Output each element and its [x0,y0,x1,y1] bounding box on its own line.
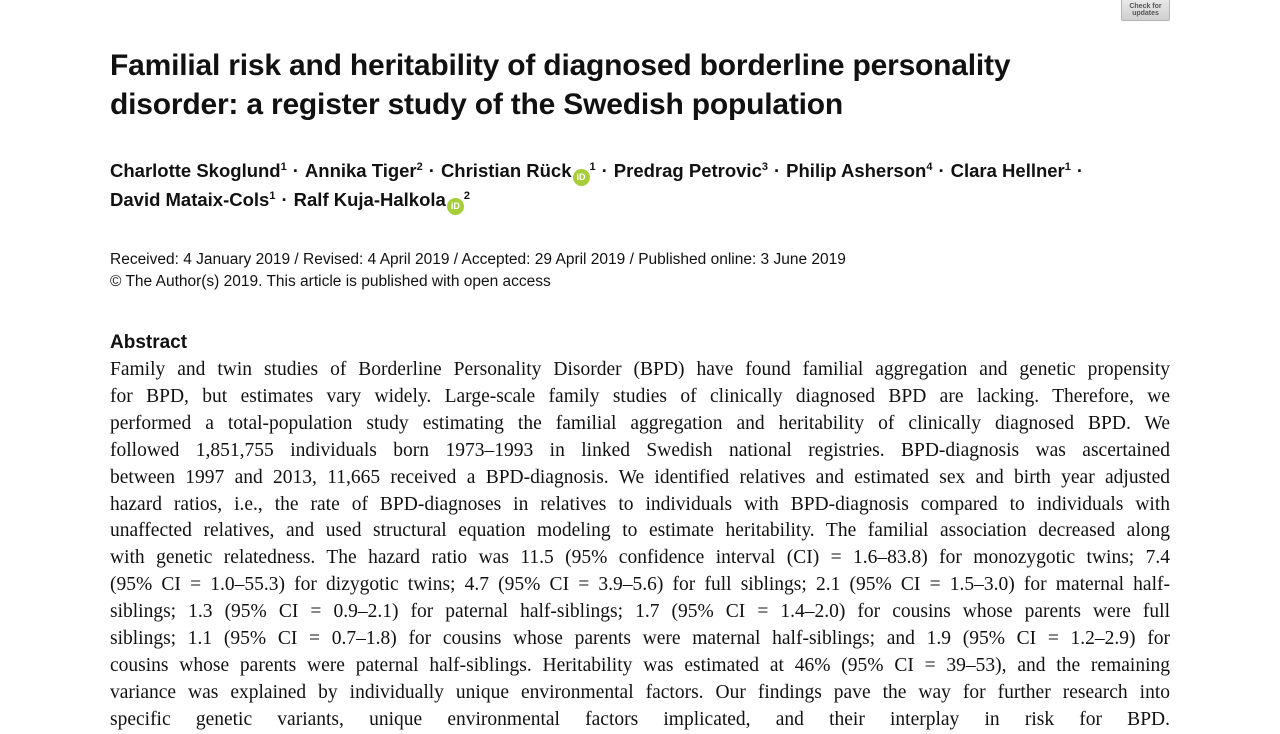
separator: · [774,160,781,181]
affiliation-marker: 4 [926,161,933,173]
abstract-heading: Abstract [110,332,188,353]
abstract-line: performed a total-population study estimating the familial aggregation and heritability of clinically diagnosed BPD. We [110,412,1170,434]
author[interactable] [305,160,423,181]
author[interactable] [614,160,768,181]
author-name: David Mataix-Cols [110,189,270,210]
author-name: Charlotte Skoglund [110,160,281,181]
separator: · [938,160,945,181]
abstract-line: with genetic relatedness. The hazard ratio was 11.5 (95% confidence interval (CI) = 1.6–83.8) for monozygotic twins; 7.4 [110,547,1170,569]
author-name: Christian Rück [440,160,572,181]
abstract-line: followed 1,851,755 individuals born 1973–1993 in linked Swedish national registries. BPD-diagnosis was ascertained [110,439,1170,461]
abstract-line: specific genetic variants, unique environmental factors implicated, and their interplay in risk for BPD. [110,708,1170,730]
abstract-line: for BPD, but estimates vary widely. Large-scale family studies of clinically diagnosed BPD are lacking. Therefore, we [110,385,1170,407]
affiliation-marker: 2 [463,190,470,202]
publication-dates [110,249,1170,293]
abstract-line: siblings; 1.1 (95% CI = 0.7–1.8) for cousins whose parents were maternal half-siblings; and 1.9 (95% CI = 1.2–2.9) for [110,628,1170,650]
affiliation-marker: 1 [269,190,276,202]
license-line: © The Author(s) 2019. This article is published with open access [110,273,551,290]
abstract-body [110,357,1170,734]
article-title [110,46,1070,124]
affiliation-marker: 3 [761,161,768,173]
author[interactable] [786,160,932,181]
abstract-line: variance was explained by individually unique environmental factors. Our findings pave the way for further research into [110,681,1170,703]
author-name: Predrag Petrovic [613,160,762,181]
title-line-2: disorder: a register study of the Swedish population [110,88,844,121]
separator: · [428,160,435,181]
author[interactable] [951,160,1071,181]
abstract-line: between 1997 and 2013, 11,665 received a BPD-diagnosis. We identified relatives and estimated sex and birth year adjusted [110,466,1170,488]
badge-line1: Check for [1129,3,1162,10]
abstract-line: (95% CI = 1.0–55.3) for dizygotic twins; 4.7 (95% CI = 3.9–5.6) for full siblings; 2.1 (95% CI = 1.5–3.0) for maternal half- [110,574,1170,596]
author-name: Ralf Kuja-Halkola [293,189,446,210]
author[interactable] [110,189,275,210]
affiliation-marker: 1 [1064,161,1071,173]
orcid-icon[interactable]: iD [447,198,464,215]
abstract-line: siblings; 1.3 (95% CI = 0.9–2.1) for paternal half-siblings; 1.7 (95% CI = 1.4–2.0) for cousins whose parents were full [110,601,1170,623]
author[interactable] [441,160,596,181]
separator: · [281,189,288,210]
author-name: Philip Asherson [786,160,927,181]
check-for-updates-badge[interactable] [1121,0,1170,21]
abstract-line: cousins whose parents were paternal half-siblings. Heritability was estimated at 46% (95% CI = 39–53), and the remaining [110,654,1170,676]
author-name: Annika Tiger [304,160,417,181]
orcid-icon[interactable]: iD [573,169,590,186]
title-line-1: Familial risk and heritability of diagnosed borderline personality [110,49,1011,82]
separator: · [292,160,299,181]
affiliation-marker: 2 [416,161,423,173]
author[interactable] [294,189,470,210]
separator: · [601,160,608,181]
author-name: Clara Hellner [950,160,1065,181]
affiliation-marker: 1 [280,161,287,173]
author[interactable] [110,160,287,181]
abstract-line: hazard ratios, i.e., the rate of BPD-diagnoses in relatives to individuals with BPD-diagnosis compared to individuals with [110,493,1170,515]
badge-line2: updates [1132,10,1159,17]
separator: · [1076,160,1084,181]
history-line: Received: 4 January 2019 / Revised: 4 April 2019 / Accepted: 29 April 2019 / Published online: 3 June 2019 [110,251,846,268]
affiliation-marker: 1 [589,161,596,173]
author-list [110,157,1170,215]
abstract-line: Family and twin studies of Borderline Personality Disorder (BPD) have found familial aggregation and genetic propensity [110,359,1170,380]
abstract-line: unaffected relatives, and used structural equation modeling to estimate heritability. The familial association decreased along [110,520,1170,542]
